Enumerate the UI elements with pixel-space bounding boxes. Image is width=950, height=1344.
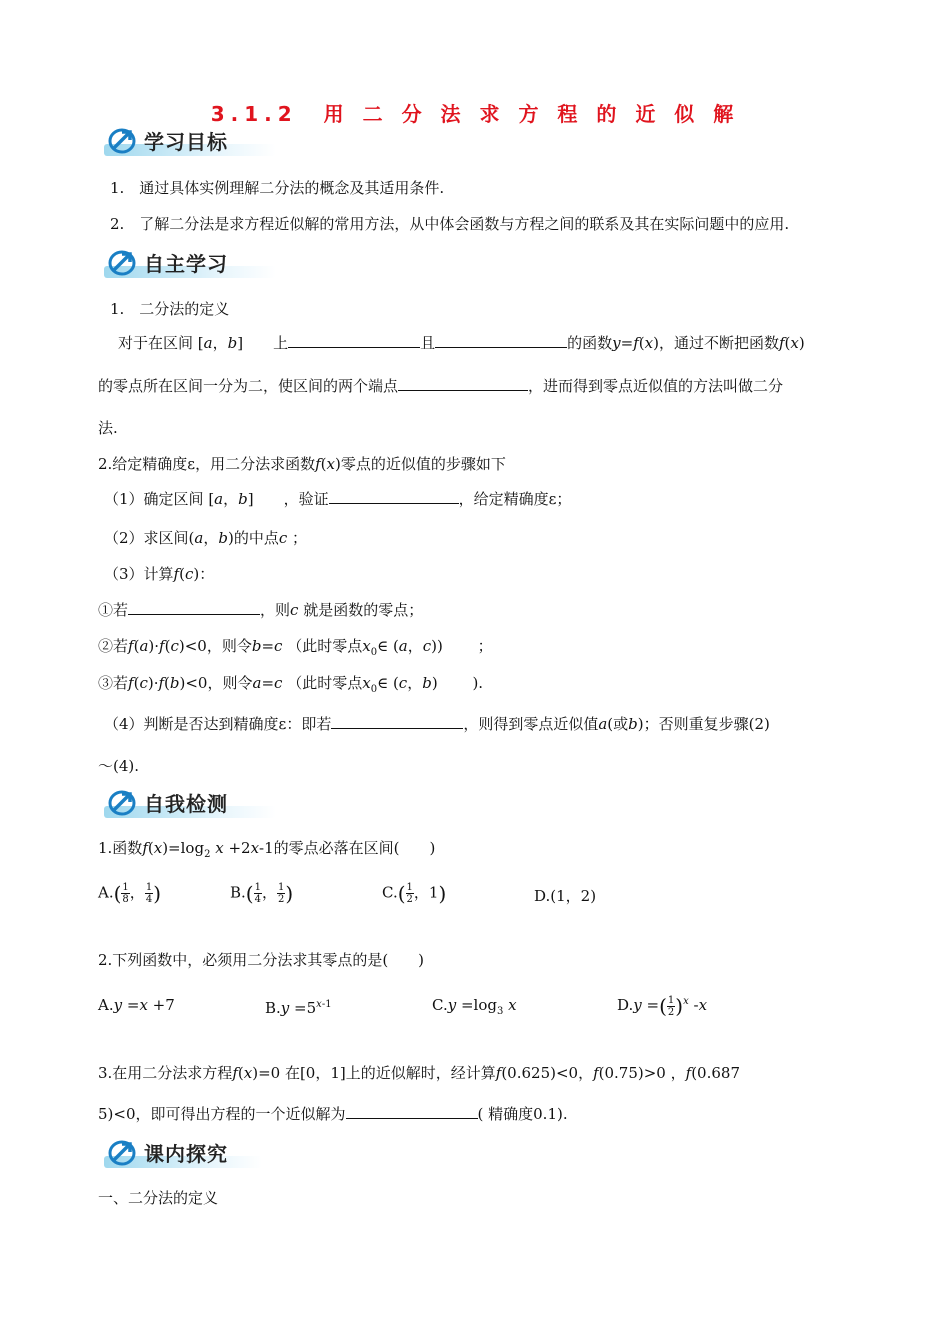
- option-d[interactable]: D.y =( $\frac{1}{2}$ )$^x$ -x: [617, 994, 708, 1018]
- definition-line: 的零点所在区间一分为二，使区间的两个端点 ，进而得到零点近似值的方法叫做二分: [98, 377, 784, 395]
- option-b[interactable]: $B.y =5^{x-1}$: [265, 999, 332, 1017]
- fill-blank[interactable]: [128, 600, 260, 615]
- option-c[interactable]: $C.y =\log_3$ x: [432, 996, 517, 1017]
- arrow-badge-icon: [108, 126, 138, 154]
- section-header-self-study: [104, 246, 276, 280]
- option-b[interactable]: B.( $\frac{1}{4}$ ， $\frac{1}{2}$ ): [230, 881, 294, 906]
- question: 2.下列函数中，必须用二分法求其零点的是( ): [98, 951, 425, 969]
- question: 5)<0，即可得出方程的一个近似解为 ( 精确度0.1).: [98, 1105, 568, 1123]
- section-header-self-check: [104, 786, 276, 820]
- question: 1.函数$f(x)=\log_2$ x +2x-1的零点必落在区间( ): [98, 839, 436, 860]
- question: 3.在用二分法求方程f(x)=0 在[0，1]上的近似解时，经计算f(0.625)<0，f(0.75)>0 ，f(0.687: [98, 1064, 740, 1082]
- step-line: （1）确定区间 [a，b] ，验证 ，给定精确度ε；: [104, 490, 572, 508]
- section-title: 自主学习: [144, 252, 228, 276]
- section-header-goals: [104, 124, 276, 158]
- fill-blank[interactable]: [331, 714, 463, 729]
- fill-blank[interactable]: [288, 333, 420, 348]
- case-line: ③若f(c)·f(b)<0，则令a=c （此时零点$x_0\in$ (c，b) ).: [98, 674, 484, 695]
- arrow-badge-icon: [108, 248, 138, 276]
- fill-blank[interactable]: [346, 1104, 478, 1119]
- option-c[interactable]: C.( $\frac{1}{2}$ ，1): [382, 881, 447, 906]
- fill-blank[interactable]: [398, 376, 528, 391]
- page-title: 3.1.2 用 二 分 法 求 方 程 的 近 似 解: [210, 102, 740, 126]
- definition-line: 对于在区间 [a，b] 上 且 的函数y=f(x)，通过不断把函数f(x): [118, 334, 805, 352]
- section-title: 自我检测: [144, 792, 228, 816]
- option-a[interactable]: A.( $\frac{1}{8}$ ， $\frac{1}{4}$ ): [98, 881, 161, 906]
- step-line: （2）求区间(a，b)的中点c ；: [104, 529, 308, 547]
- section-header-explore: [104, 1136, 262, 1170]
- fill-blank[interactable]: [435, 333, 567, 348]
- step-line: ～(4).: [98, 757, 140, 775]
- goal-item: 2. 了解二分法是求方程近似解的常用方法，从中体会函数与方程之间的联系及其在实际问题中的应用.: [110, 215, 790, 233]
- arrow-badge-icon: [108, 1138, 138, 1166]
- arrow-badge-icon: [108, 788, 138, 816]
- case-line: ①若 ，则c 就是函数的零点；: [98, 601, 424, 619]
- definition-line: 法.: [98, 419, 118, 437]
- fill-blank[interactable]: [329, 489, 459, 504]
- option-a[interactable]: A.y =x +7: [98, 996, 175, 1014]
- section-title: 学习目标: [144, 130, 228, 154]
- goal-item: 1. 通过具体实例理解二分法的概念及其适用条件.: [110, 179, 445, 197]
- subheading: 2.给定精确度ε，用二分法求函数f(x)零点的近似值的步骤如下: [98, 455, 506, 473]
- subheading: 一、二分法的定义: [98, 1189, 219, 1207]
- step-line: （4）判断是否达到精确度ε：即若 ，则得到零点近似值a(或b)；否则重复步骤(2): [104, 715, 770, 733]
- subheading: 1. 二分法的定义: [110, 300, 230, 318]
- option-d[interactable]: D.(1，2): [534, 887, 597, 905]
- step-line: （3）计算f(c)：: [104, 565, 215, 583]
- section-title: 课内探究: [144, 1142, 228, 1166]
- case-line: ②若f(a)·f(c)<0，则令b=c （此时零点$x_0\in$ (a，c)) ；: [98, 637, 493, 658]
